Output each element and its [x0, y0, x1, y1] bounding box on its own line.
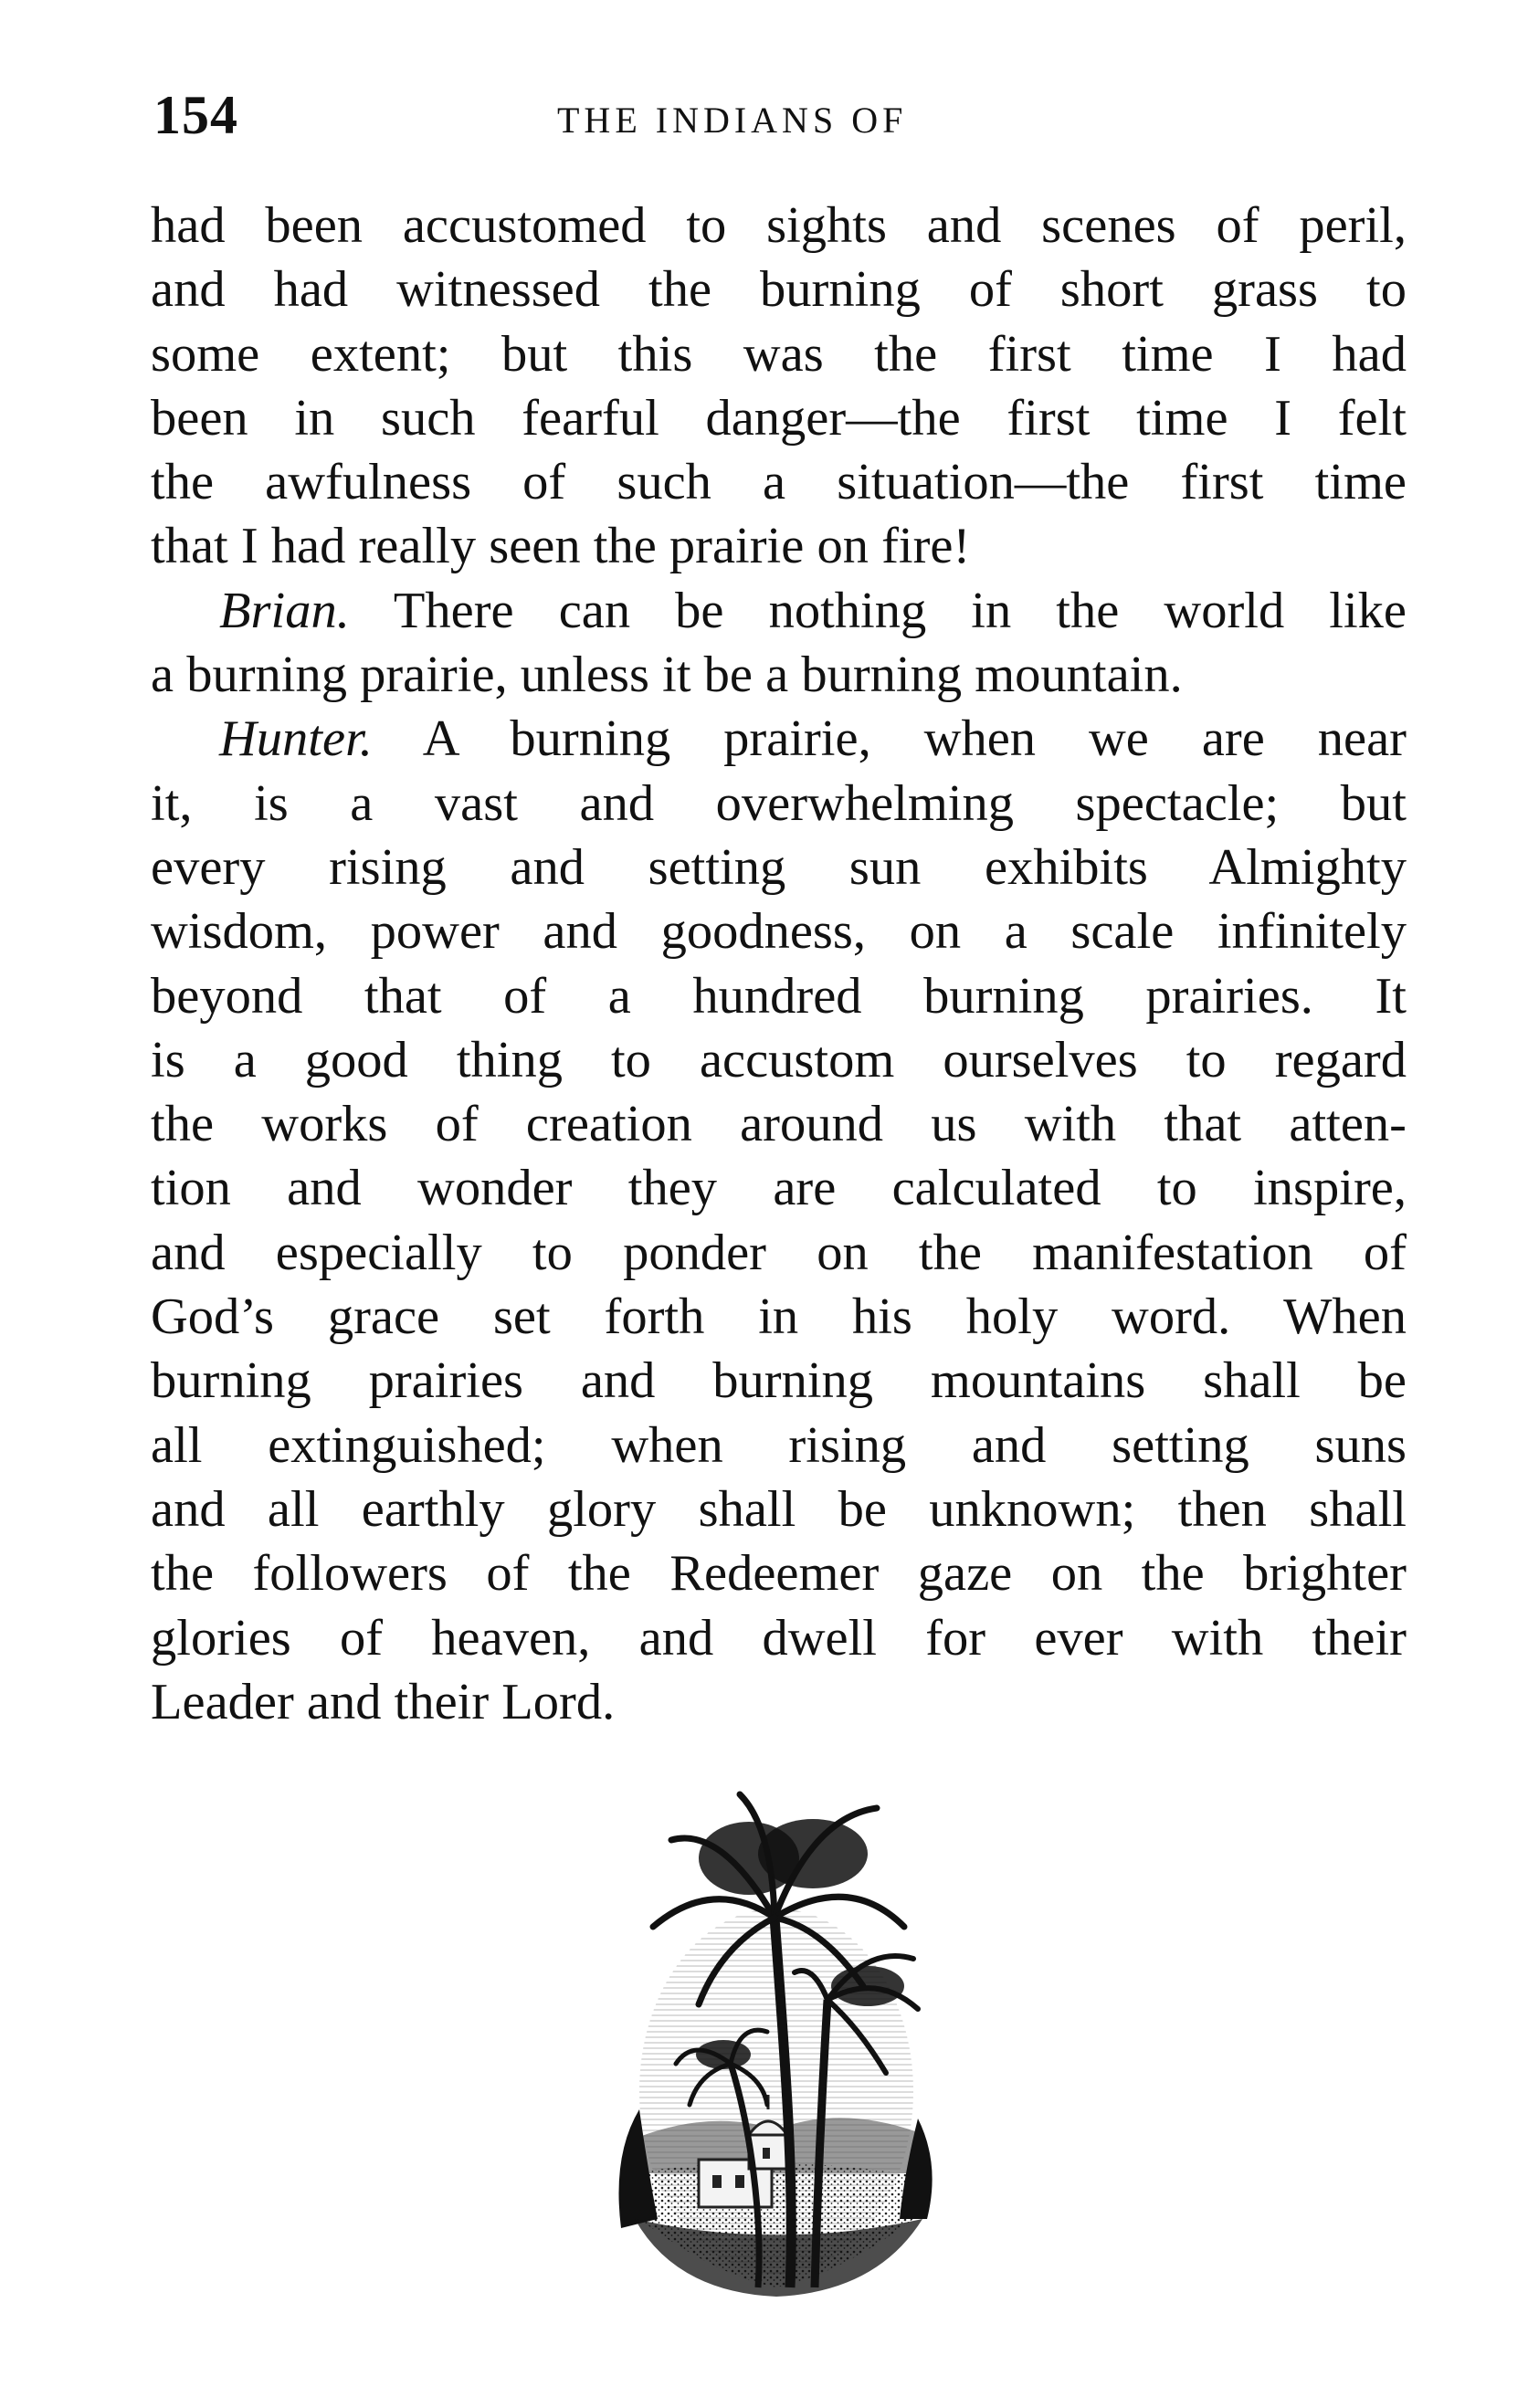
- text-line: beyond that of a hundred burning prairies. It: [151, 967, 1407, 1025]
- hunter-speech: A burning prairie, when we are near: [422, 710, 1407, 768]
- speaker-hunter: Hunter.: [219, 710, 373, 768]
- hunter-paragraph-first-line: [151, 707, 1407, 771]
- text-line: Leader and their Lord.: [151, 1673, 616, 1730]
- text-line: and had witnessed the burning of short grass to: [151, 261, 1407, 319]
- speaker-brian: Brian.: [219, 582, 350, 639]
- text-line: the followers of the Redeemer gaze on the brighter: [151, 1545, 1407, 1603]
- text-line: and all earthly glory shall be unknown; then shall: [151, 1480, 1407, 1538]
- text-line: had been accustomed to sights and scenes of peril,: [151, 197, 1407, 254]
- text-line: is a good thing to accustom ourselves to regard: [151, 1031, 1407, 1088]
- body-text: [151, 194, 1407, 1734]
- text-line: it, is a vast and overwhelming spectacle; but: [151, 774, 1407, 832]
- text-line: glories of heaven, and dwell for ever with their: [151, 1609, 1407, 1667]
- text-line: that I had really seen the prairie on fire!: [151, 518, 971, 575]
- text-line: God’s grace set forth in his holy word. When: [151, 1288, 1407, 1346]
- running-title: THE INDIANS OF: [557, 100, 908, 141]
- vignette-engraving: [603, 1790, 950, 2301]
- text-line: been in such fearful danger—the first time I felt: [151, 389, 1407, 447]
- brian-paragraph-first-line: [151, 579, 1407, 643]
- text-line: tion and wonder they are calculated to inspire,: [151, 1160, 1407, 1217]
- page-number: 154: [153, 85, 238, 145]
- text-line: a burning prairie, unless it be a burning mountain.: [151, 647, 1183, 704]
- text-line: the awfulness of such a situation—the first time: [151, 454, 1407, 511]
- text-line: burning prairies and burning mountains shall be: [151, 1352, 1407, 1410]
- text-line: some extent; but this was the first time I had: [151, 325, 1407, 383]
- text-line: every rising and setting sun exhibits Almighty: [151, 838, 1407, 896]
- palm-tree-vignette-icon: [603, 1790, 950, 2301]
- text-line: and especially to ponder on the manifestation of: [151, 1224, 1407, 1281]
- text-line: the works of creation around us with that atten-: [151, 1096, 1407, 1153]
- text-line: wisdom, power and goodness, on a scale infinitely: [151, 903, 1407, 961]
- brian-speech: There can be nothing in the world like: [393, 582, 1407, 639]
- text-line: all extinguished; when rising and setting suns: [151, 1416, 1407, 1474]
